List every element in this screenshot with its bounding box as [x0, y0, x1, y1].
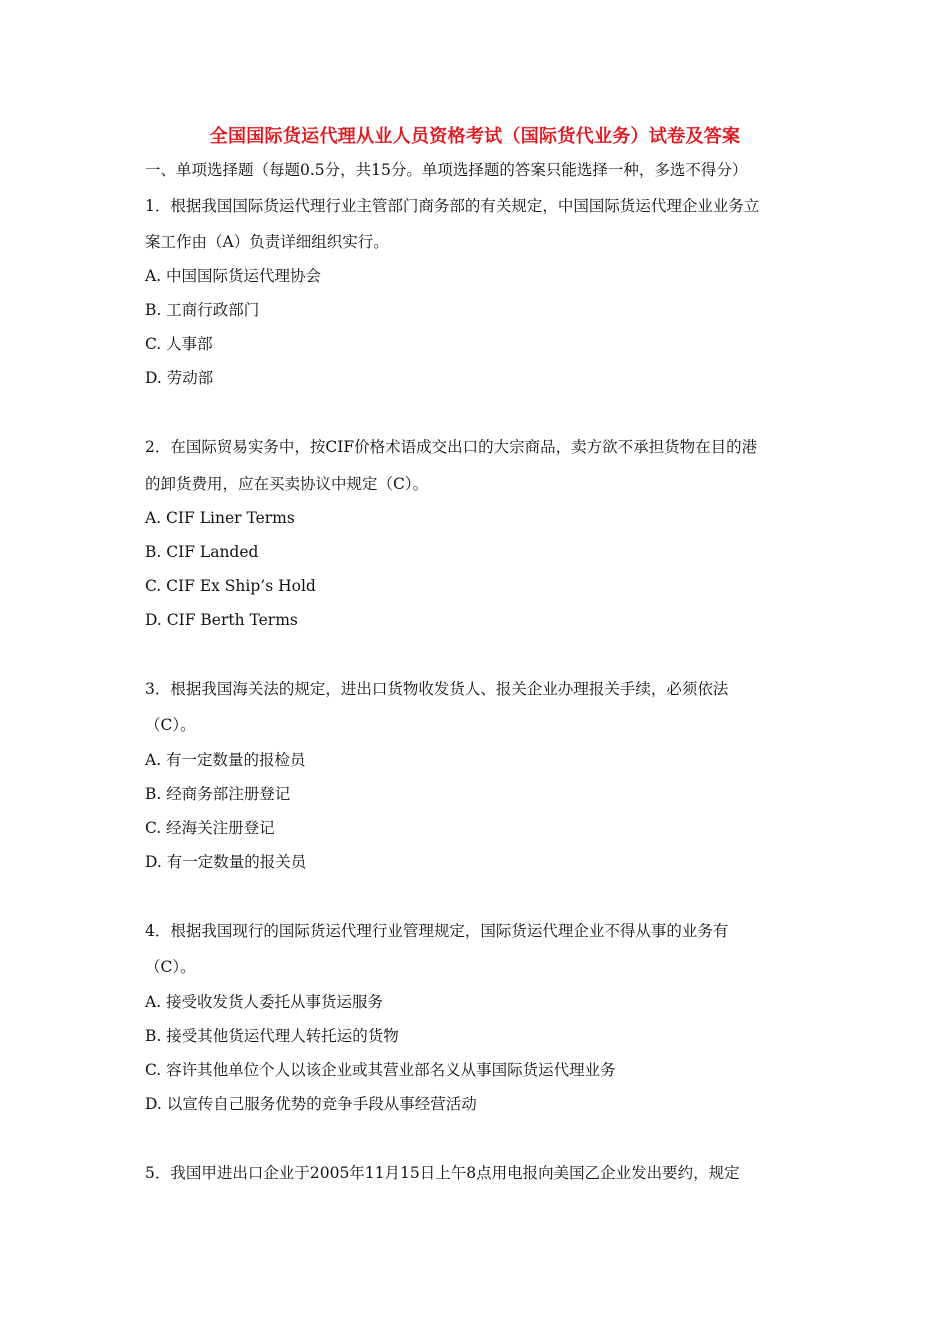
question-2-option-b: B. CIF Landed — [145, 543, 259, 561]
question-1-stem-line1: 1．根据我国国际货运代理行业主管部门商务部的有关规定，中国国际货运代理企业业务立 — [145, 197, 760, 215]
question-2-stem-line2: 的卸货费用，应在买卖协议中规定（C）。 — [145, 475, 429, 493]
question-1-option-a: A. 中国国际货运代理协会 — [145, 267, 322, 285]
question-2-option-c: C. CIF Ex Ship’s Hold — [145, 577, 316, 595]
question-3-option-d: D. 有一定数量的报关员 — [145, 853, 307, 871]
question-4-option-b: B. 接受其他货运代理人转托运的货物 — [145, 1027, 399, 1045]
question-3-option-b: B. 经商务部注册登记 — [145, 785, 291, 803]
question-2-option-d: D. CIF Berth Terms — [145, 611, 298, 629]
question-3-stem-line2: （C）。 — [145, 716, 196, 734]
question-3-option-c: C. 经海关注册登记 — [145, 819, 275, 837]
question-4-stem-line1: 4．根据我国现行的国际货运代理行业管理规定，国际货运代理企业不得从事的业务有 — [145, 922, 729, 940]
question-1-option-b: B. 工商行政部门 — [145, 301, 260, 319]
document-title: 全国国际货运代理从业人员资格考试（国际货代业务）试卷及答案 — [209, 126, 741, 147]
question-4-stem-line2: （C）。 — [145, 958, 196, 976]
question-3-option-a: A. 有一定数量的报检员 — [145, 751, 306, 769]
question-4-option-c: C. 容许其他单位个人以该企业或其营业部名义从事国际货运代理业务 — [145, 1061, 616, 1079]
question-2-stem-line1: 2．在国际贸易实务中，按CIF价格术语成交出口的大宗商品，卖方欲不承担货物在目的港 — [145, 438, 758, 456]
question-4-option-a: A. 接受收发货人委托从事货运服务 — [145, 993, 384, 1011]
question-5-stem-line1: 5．我国甲进出口企业于2005年11月15日上午8点用电报向美国乙企业发出要约，规定 — [145, 1164, 740, 1182]
section-heading: 一、单项选择题（每题0.5分，共15分。单项选择题的答案只能选择一种，多选不得分） — [145, 161, 748, 179]
question-4-option-d: D. 以宣传自己服务优势的竞争手段从事经营活动 — [145, 1095, 477, 1113]
question-2-option-a: A. CIF Liner Terms — [145, 509, 295, 527]
question-1-option-c: C. 人事部 — [145, 335, 213, 353]
question-3-stem-line1: 3．根据我国海关法的规定，进出口货物收发货人、报关企业办理报关手续，必须依法 — [145, 680, 729, 698]
question-1-stem-line2: 案工作由（A）负责详细组织实行。 — [145, 233, 389, 251]
question-1-option-d: D. 劳动部 — [145, 369, 214, 387]
